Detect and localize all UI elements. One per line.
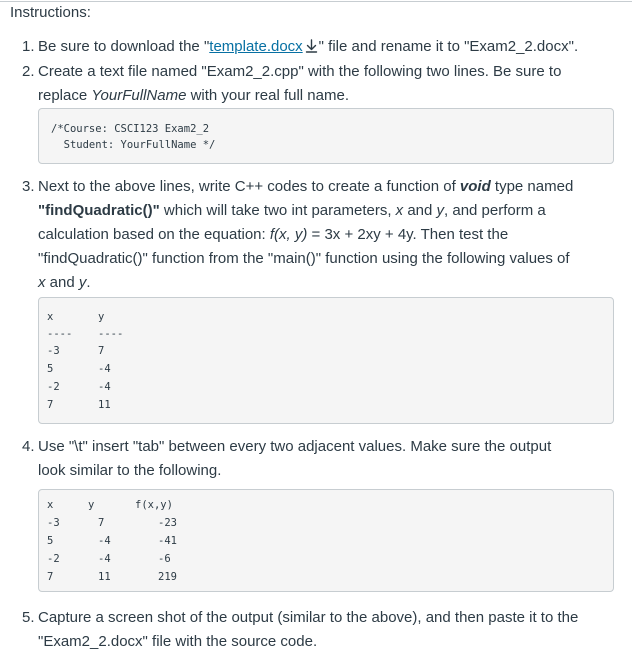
code-cell: 11: [98, 571, 111, 583]
emphasis-text: x: [395, 202, 404, 219]
code-cell: -6: [158, 553, 171, 565]
code-cell: -4: [98, 553, 111, 565]
code-line: /*Course: CSCI123 Exam2_2: [51, 123, 210, 135]
step-text: , and perform a: [444, 202, 546, 219]
code-cell: 5: [47, 535, 54, 547]
step-text: and: [45, 274, 79, 291]
code-cell: ----: [47, 328, 73, 340]
function-name: "findQuadratic()": [38, 202, 160, 219]
download-icon[interactable]: [305, 39, 318, 53]
step-text: and: [403, 202, 437, 219]
code-block-header-comment: [38, 108, 614, 164]
top-divider: [0, 1, 632, 2]
step-text: Be sure to download the ": [38, 38, 210, 55]
code-line: Student: YourFullName */: [51, 139, 216, 151]
step-text: replace: [38, 87, 92, 104]
code-cell: 7: [47, 571, 54, 583]
step-text: which will take two int parameters,: [159, 202, 396, 219]
step-text: with your real full name.: [186, 87, 349, 104]
code-cell: 7: [98, 517, 105, 529]
code-cell: 11: [98, 399, 111, 411]
code-cell: -3: [47, 517, 60, 529]
step-text: "Exam2_2.docx" file with the source code.: [38, 633, 318, 650]
code-cell: 219: [158, 571, 177, 583]
code-cell: -4: [98, 535, 111, 547]
code-cell: -23: [158, 517, 177, 529]
emphasis-text: y: [78, 274, 87, 291]
template-download-link[interactable]: template.docx: [209, 38, 303, 55]
code-cell: y: [88, 499, 95, 511]
step-text: = 3x + 2xy + 4y. Then test the: [307, 226, 509, 243]
step-number: 5.: [22, 609, 35, 626]
step-text: type named: [490, 178, 574, 195]
emphasis-text: f(x, y): [269, 226, 308, 243]
step-text: calculation based on the equation:: [38, 226, 270, 243]
step-text: Next to the above lines, write C++ codes to create a function of: [38, 178, 460, 195]
code-cell: ----: [98, 328, 124, 340]
code-cell: y: [98, 311, 105, 323]
code-cell: -4: [98, 363, 111, 375]
code-cell: -3: [47, 345, 60, 357]
code-cell: 5: [47, 363, 54, 375]
step-text: " file and rename it to "Exam2_2.docx".: [318, 38, 579, 55]
instructions-heading: Instructions:: [10, 4, 91, 21]
emphasis-text: y: [436, 202, 445, 219]
code-cell: x: [47, 311, 54, 323]
code-cell: x: [47, 499, 54, 511]
code-cell: 7: [47, 399, 54, 411]
emphasis-text: x: [38, 274, 46, 291]
code-cell: 7: [98, 345, 105, 357]
code-cell: -41: [158, 535, 177, 547]
emphasis-text: void: [459, 178, 491, 195]
code-cell: f(x,y): [135, 499, 173, 511]
step-number: 3.: [22, 178, 35, 195]
step-text: Use "\t" insert "tab" between every two adjacent values. Make sure the output: [38, 438, 552, 455]
step-number: 2.: [22, 63, 35, 80]
step-text: Create a text file named "Exam2_2.cpp" with the following two lines. Be sure to: [38, 63, 562, 80]
code-cell: -2: [47, 553, 60, 565]
code-cell: -2: [47, 381, 60, 393]
code-block-input-values: [38, 297, 614, 424]
step-text: "findQuadratic()" function from the "main()" function using the following values of: [38, 250, 570, 267]
step-text: look similar to the following.: [38, 462, 222, 479]
step-number: 4.: [22, 438, 35, 455]
step-text: Capture a screen shot of the output (similar to the above), and then paste it to the: [38, 609, 579, 626]
code-block-expected-output: [38, 489, 614, 592]
step-number: 1.: [22, 38, 35, 55]
emphasis-text: YourFullName: [91, 87, 187, 104]
code-cell: -4: [98, 381, 111, 393]
step-text: .: [86, 274, 91, 291]
